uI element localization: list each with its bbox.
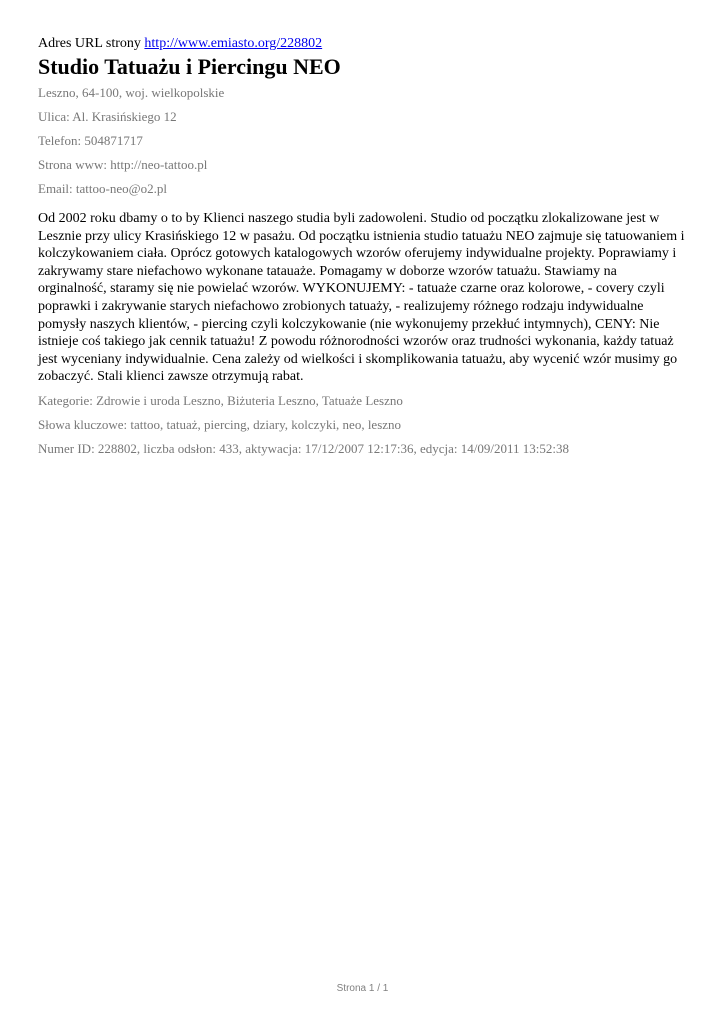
description-text: Od 2002 roku dbamy o to by Klienci naszego studia byli zadowoleni. Studio od początku zlokalizowane jest w Lesznie przy ulicy Krasińskiego 12 w pasażu. Od początku istnienia studio tatuażu NEO zajmuje się tatuowaniem i kolczykowaniem ciała. Oprócz gotowych katalogowych wzorów oferujemy indywidualne projekty. Poprawiamy i zakrywamy stare niefachowo wykonane tatauaże. Pomagamy w doborze wzorów tatuażu. Stawiamy na orginalność, staramy się nie powielać wzorów. WYKONUJEMY: - tatuaże czarne oraz kolorowe, - covery czyli poprawki i zakrywanie starych niefachowo zrobionych tatuaży, - realizujemy różnego rodzaju indywidualne pomysły naszych klientów, - piercing czyli kolczykowanie (nie wykonujemy przekłuć intymnych), CENY: Nie istnieje coś takiego jak cennik tatuażu! Z powodu różnorodności wzorów oraz trudności wykonania, każdy tatuaż jest wyceniany indywidualnie. Cena zależy od wielkości i skomplikowania tatuażu, aby wycenić wzór musimy go zobaczyć. Stali klienci zawsze otrzymują rabat. [38, 211, 685, 385]
categories-line: Kategorie: Zdrowie i uroda Leszno, Biżuteria Leszno, Tatuaże Leszno [38, 392, 403, 408]
document-page [38, 34, 688, 464]
url-label: Adres URL strony [38, 36, 141, 51]
website-line: Strona www: http://neo-tattoo.pl [38, 157, 208, 172]
url-line [38, 34, 688, 54]
email-line: Email: tattoo-neo@o2.pl [38, 181, 167, 196]
record-info-line: Numer ID: 228802, liczba odsłon: 433, aktywacja: 17/12/2007 12:17:36, edycja: 14/09/2011 13:52:38 [38, 440, 569, 456]
location-line: Leszno, 64-100, woj. wielkopolskie [38, 85, 225, 100]
street-line: Ulica: Al. Krasińskiego 12 [38, 109, 177, 124]
keywords-line: Słowa kluczowe: tattoo, tatuaż, piercing, dziary, kolczyki, neo, leszno [38, 416, 402, 432]
page-url-link[interactable]: http://www.emiasto.org/228802 [144, 36, 323, 51]
phone-line: Telefon: 504871717 [38, 133, 143, 148]
page-footer: Strona 1 / 1 [336, 983, 389, 994]
page-title: Studio Tatuażu i Piercingu NEO [38, 54, 341, 79]
